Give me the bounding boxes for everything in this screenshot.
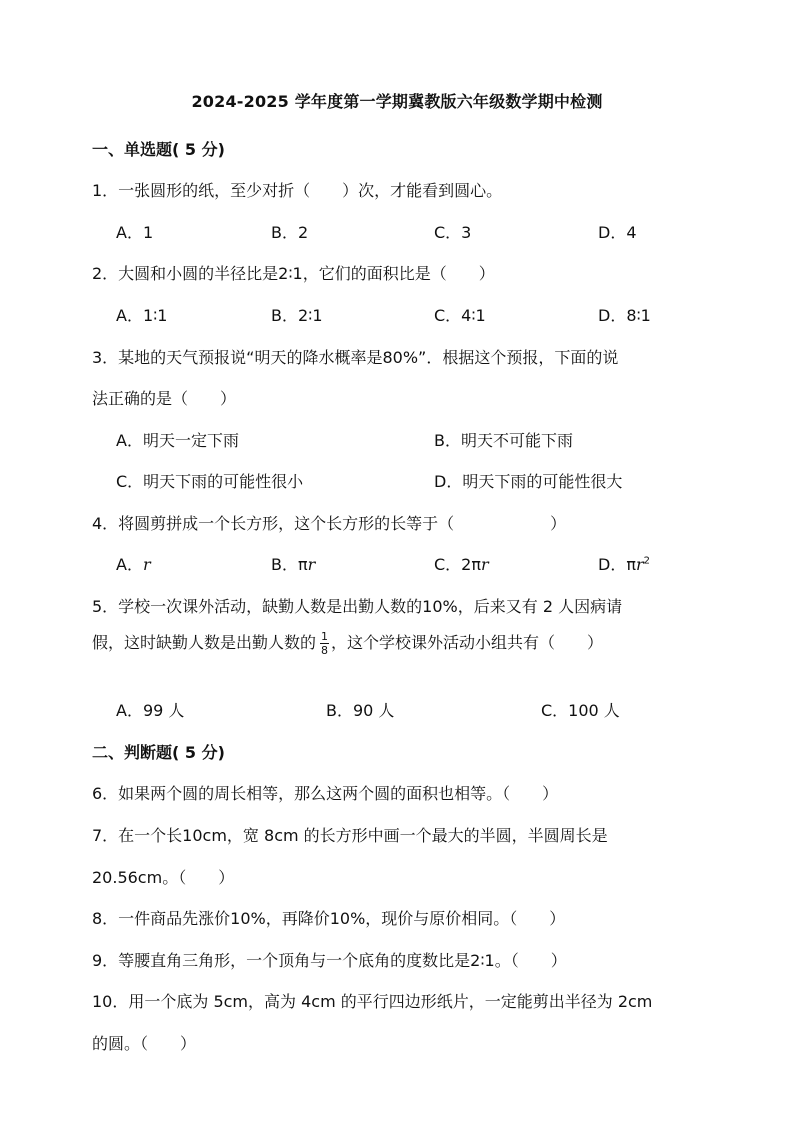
q3-option-c: C．明天下雨的可能性很小 — [116, 472, 304, 491]
page-title: 2024-2025 学年度第一学期冀教版六年级数学期中检测 — [191, 92, 603, 111]
question-3-line-1: 3．某地的天气预报说“明天的降水概率是80%”．根据这个预报，下面的说 — [92, 348, 619, 367]
question-7-line-2: 20.56cm。（ ） — [92, 868, 235, 887]
question-1: 1．一张圆形的纸，至少对折（ ）次，才能看到圆心。 — [92, 181, 503, 200]
question-2: 2．大圆和小圆的半径比是2∶1，它们的面积比是（ ） — [92, 264, 495, 283]
q4-option-b: B．πr — [271, 555, 316, 574]
q1-option-b: B．2 — [271, 223, 309, 242]
q4-option-c: C．2πr — [434, 555, 489, 574]
q2-option-d: D．8∶1 — [598, 306, 651, 325]
q2-option-a: A．1∶1 — [116, 306, 168, 325]
question-5-line-1: 5．学校一次课外活动，缺勤人数是出勤人数的10%，后来又有 2 人因病请 — [92, 597, 623, 616]
q3-option-a: A．明天一定下雨 — [116, 431, 239, 450]
question-6: 6．如果两个圆的周长相等，那么这两个圆的面积也相等。（ ） — [92, 784, 559, 803]
q1-option-a: A．1 — [116, 223, 154, 242]
question-7-line-1: 7．在一个长10cm，宽 8cm 的长方形中画一个最大的半圆，半圆周长是 — [92, 826, 608, 845]
q3-option-d: D．明天下雨的可能性很大 — [434, 472, 623, 491]
q1-option-d: D．4 — [598, 223, 637, 242]
q2-option-c: C．4∶1 — [434, 306, 486, 325]
q5-option-b: B．90 人 — [326, 701, 395, 720]
fraction-one-eighth: $\frac{1}{8}$ — [321, 630, 329, 657]
q3-option-b: B．明天不可能下雨 — [434, 431, 573, 450]
q4-option-d: D．$\pi r^2$ — [598, 555, 650, 574]
question-3-line-2: 法正确的是（ ） — [92, 389, 237, 408]
section-heading-true-false: 二、判断题( 5 分) — [92, 743, 225, 762]
section-heading-single-choice: 一、单选题( 5 分) — [92, 140, 225, 159]
question-9: 9．等腰直角三角形，一个顶角与一个底角的度数比是2∶1。（ ） — [92, 951, 567, 970]
question-4: 4．将圆剪拼成一个长方形，这个长方形的长等于（ ） — [92, 514, 567, 533]
question-8: 8．一件商品先涨价10%，再降价10%，现价与原价相同。（ ） — [92, 909, 566, 928]
q4-option-a: A．r — [116, 555, 151, 574]
question-5-line-2: 假，这时缺勤人数是出勤人数的 $\frac{1}{8}$ ，这个学校课外活动小组共有（ ） — [92, 630, 604, 657]
q5-option-a: A．99 人 — [116, 701, 185, 720]
q1-option-c: C．3 — [434, 223, 472, 242]
question-10-line-2: 的圆。（ ） — [92, 1034, 197, 1053]
question-10-line-1: 10．用一个底为 5cm，高为 4cm 的平行四边形纸片，一定能剪出半径为 2cm — [92, 992, 653, 1011]
q5-option-c: C．100 人 — [541, 701, 620, 720]
q2-option-b: B．2∶1 — [271, 306, 323, 325]
